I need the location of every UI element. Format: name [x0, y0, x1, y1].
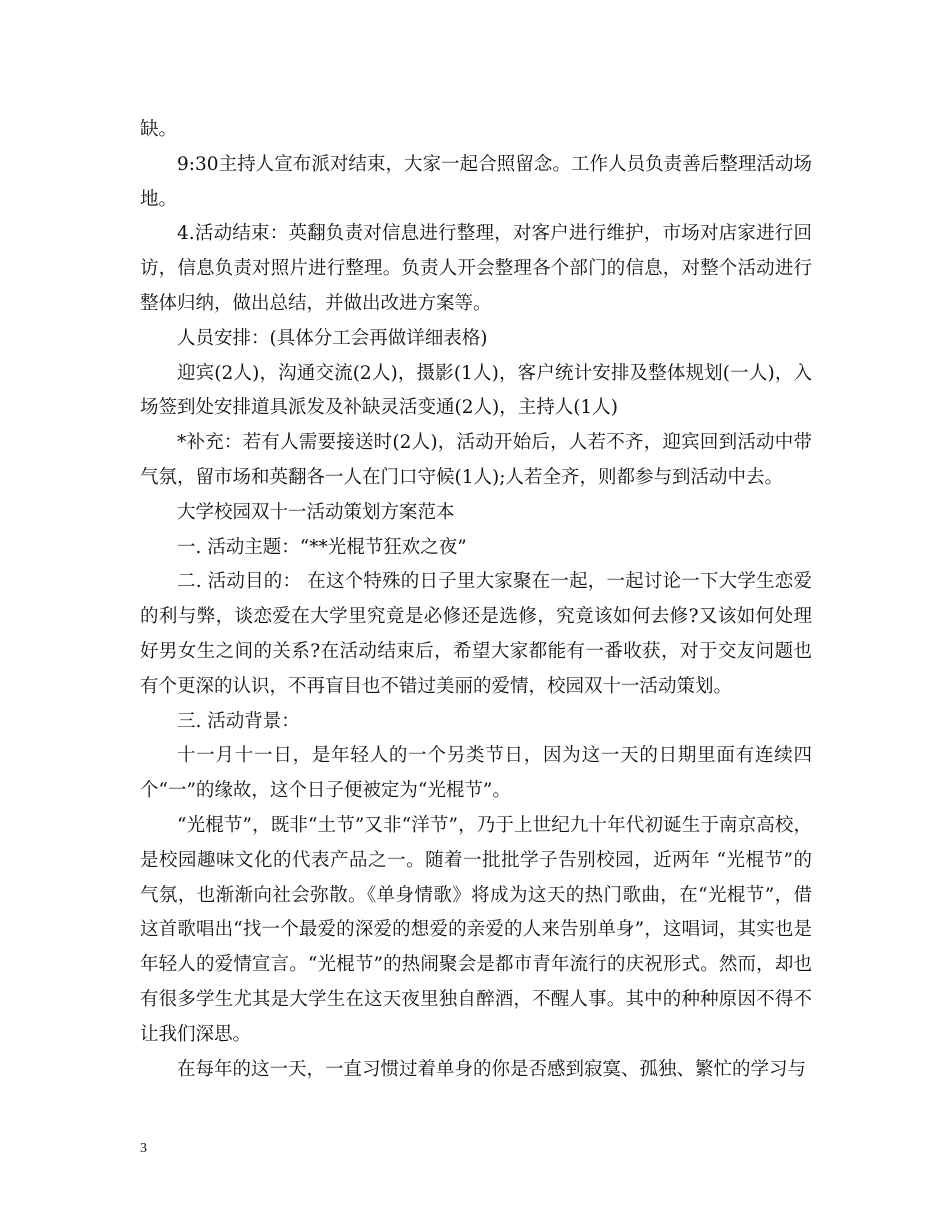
paragraph: *补充：若有人需要接送时(2人)，活动开始后，人若不齐，迎宾回到活动中带气氛，留市场和英翻各一人在门口守候(1人);人若全齐，则都参与到活动中去。 — [140, 432, 812, 488]
paragraph: 缺。 — [140, 119, 178, 140]
page-number: 3 — [140, 1141, 147, 1156]
paragraph: 二. 活动目的： 在这个特殊的日子里大家聚在一起，一起讨论一下大学生恋爱的利与弊，谈恋爱在大学里究竟是必修还是选修，究竟该如何去修?又该如何处理好男女生之间的关系?在活动结束后，希望大家都能有一番收获，对于交友问题也有个更深的认识，不再盲目也不错过美丽的爱情，校园双十一活动策划。 — [140, 571, 812, 697]
paragraph: 一. 活动主题：“**光棍节狂欢之夜” — [177, 536, 467, 558]
section-heading: 大学校园双十一活动策划方案范本 — [177, 501, 455, 523]
document-body — [140, 113, 812, 1087]
paragraph: 十一月十一日，是年轻人的一个另类节日，因为这一天的日期里面有连续四个“一”的缘故，这个日子便被定为“光棍节”。 — [140, 745, 812, 802]
paragraph: 迎宾(2人)，沟通交流(2人)，摄影(1人)，客户统计安排及整体规划(一人)，入场签到处安排道具派发及补缺灵活变通(2人)，主持人(1人) — [140, 362, 812, 419]
paragraph: 4.活动结束：英翻负责对信息进行整理，对客户进行维护，市场对店家进行回访，信息负责对照片进行整理。负责人开会整理各个部门的信息，对整个活动进行整体归纳，做出总结，并做出改进方案等。 — [140, 223, 812, 314]
paragraph: 9:30主持人宣布派对结束，大家一起合照留念。工作人员负责善后整理活动场地。 — [140, 153, 812, 210]
paragraph: 人员安排：(具体分工会再做详细表格) — [177, 327, 488, 349]
paragraph: 三. 活动背景： — [177, 710, 300, 732]
paragraph: “光棍节”，既非“土节”又非“洋节”，乃于上世纪九十年代初诞生于南京高校，是校园趣味文化的代表产品之一。随着一批批学子告别校园，近两年 “光棍节”的气氛，也渐渐向社会弥散。《单身情歌》将成为这天的热门歌曲，在“光棍节”，借这首歌唱出“找一个最爱的深爱的想爱的亲爱的人来告别单身”，这唱词，其实也是年轻人的爱情宣言。“光棍节”的热闹聚会是都市青年流行的庆祝形式。然而，却也有很多学生尤其是大学生在这天夜里独自醉酒，不醒人事。其中的种种原因不得不让我们深思。 — [140, 814, 812, 1045]
paragraph: 在每年的这一天，一直习惯过着单身的你是否感到寂寞、孤独、繁忙的学习与 — [177, 1058, 807, 1080]
